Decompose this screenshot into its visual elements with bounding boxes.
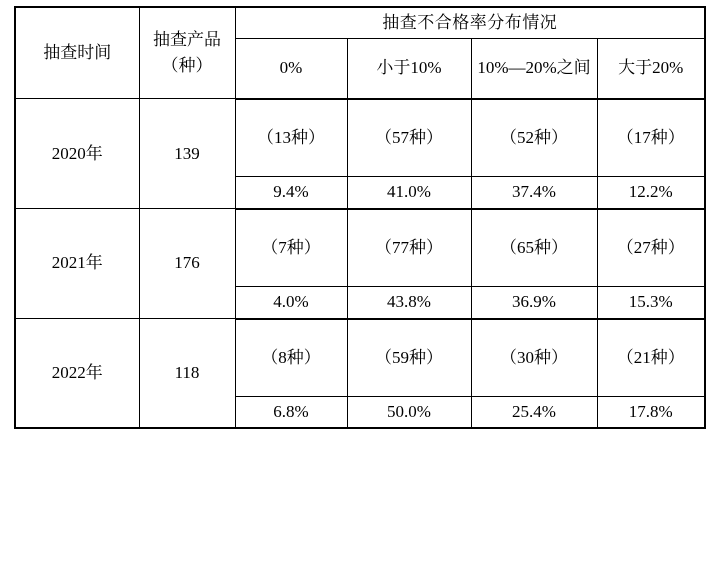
table-row — [15, 319, 705, 397]
header-inspection-time: 抽查时间 — [15, 7, 139, 99]
cell-count-2020-10-20: （52种） — [471, 99, 597, 177]
cell-pct-2020-gt20: 12.2% — [597, 177, 705, 209]
table-row — [15, 209, 705, 287]
row-year-2022: 2022年 — [15, 319, 139, 429]
cell-count-2021-rate0: （7种） — [235, 209, 347, 287]
header-rate-gt20: 大于20% — [597, 39, 705, 99]
cell-count-2022-lt10: （59种） — [347, 319, 471, 397]
header-rate-lt10: 小于10% — [347, 39, 471, 99]
cell-pct-2022-10-20: 25.4% — [471, 397, 597, 429]
cell-pct-2022-gt20: 17.8% — [597, 397, 705, 429]
cell-pct-2021-10-20: 36.9% — [471, 287, 597, 319]
header-row-top — [15, 7, 705, 39]
cell-count-2020-lt10: （57种） — [347, 99, 471, 177]
inspection-failure-rate-table — [14, 6, 706, 429]
row-year-2020: 2020年 — [15, 99, 139, 209]
cell-pct-2021-rate0: 4.0% — [235, 287, 347, 319]
cell-pct-2020-rate0: 9.4% — [235, 177, 347, 209]
row-total-2022: 118 — [139, 319, 235, 429]
header-rate-0: 0% — [235, 39, 347, 99]
table-header — [15, 7, 705, 99]
row-total-2020: 139 — [139, 99, 235, 209]
cell-pct-2021-lt10: 43.8% — [347, 287, 471, 319]
row-year-2021: 2021年 — [15, 209, 139, 319]
header-failure-rate-distribution: 抽查不合格率分布情况 — [235, 7, 705, 39]
table-body — [15, 99, 705, 429]
document-page — [0, 6, 716, 586]
cell-count-2021-gt20: （27种） — [597, 209, 705, 287]
table-row — [15, 99, 705, 177]
cell-pct-2022-lt10: 50.0% — [347, 397, 471, 429]
cell-count-2022-10-20: （30种） — [471, 319, 597, 397]
cell-pct-2020-10-20: 37.4% — [471, 177, 597, 209]
header-inspected-products: 抽查产品（种） — [139, 7, 235, 99]
cell-count-2022-rate0: （8种） — [235, 319, 347, 397]
cell-count-2020-rate0: （13种） — [235, 99, 347, 177]
cell-pct-2022-rate0: 6.8% — [235, 397, 347, 429]
cell-pct-2020-lt10: 41.0% — [347, 177, 471, 209]
cell-count-2022-gt20: （21种） — [597, 319, 705, 397]
cell-count-2021-10-20: （65种） — [471, 209, 597, 287]
cell-count-2020-gt20: （17种） — [597, 99, 705, 177]
cell-pct-2021-gt20: 15.3% — [597, 287, 705, 319]
row-total-2021: 176 — [139, 209, 235, 319]
cell-count-2021-lt10: （77种） — [347, 209, 471, 287]
header-rate-10-20: 10%—20%之间 — [471, 39, 597, 99]
